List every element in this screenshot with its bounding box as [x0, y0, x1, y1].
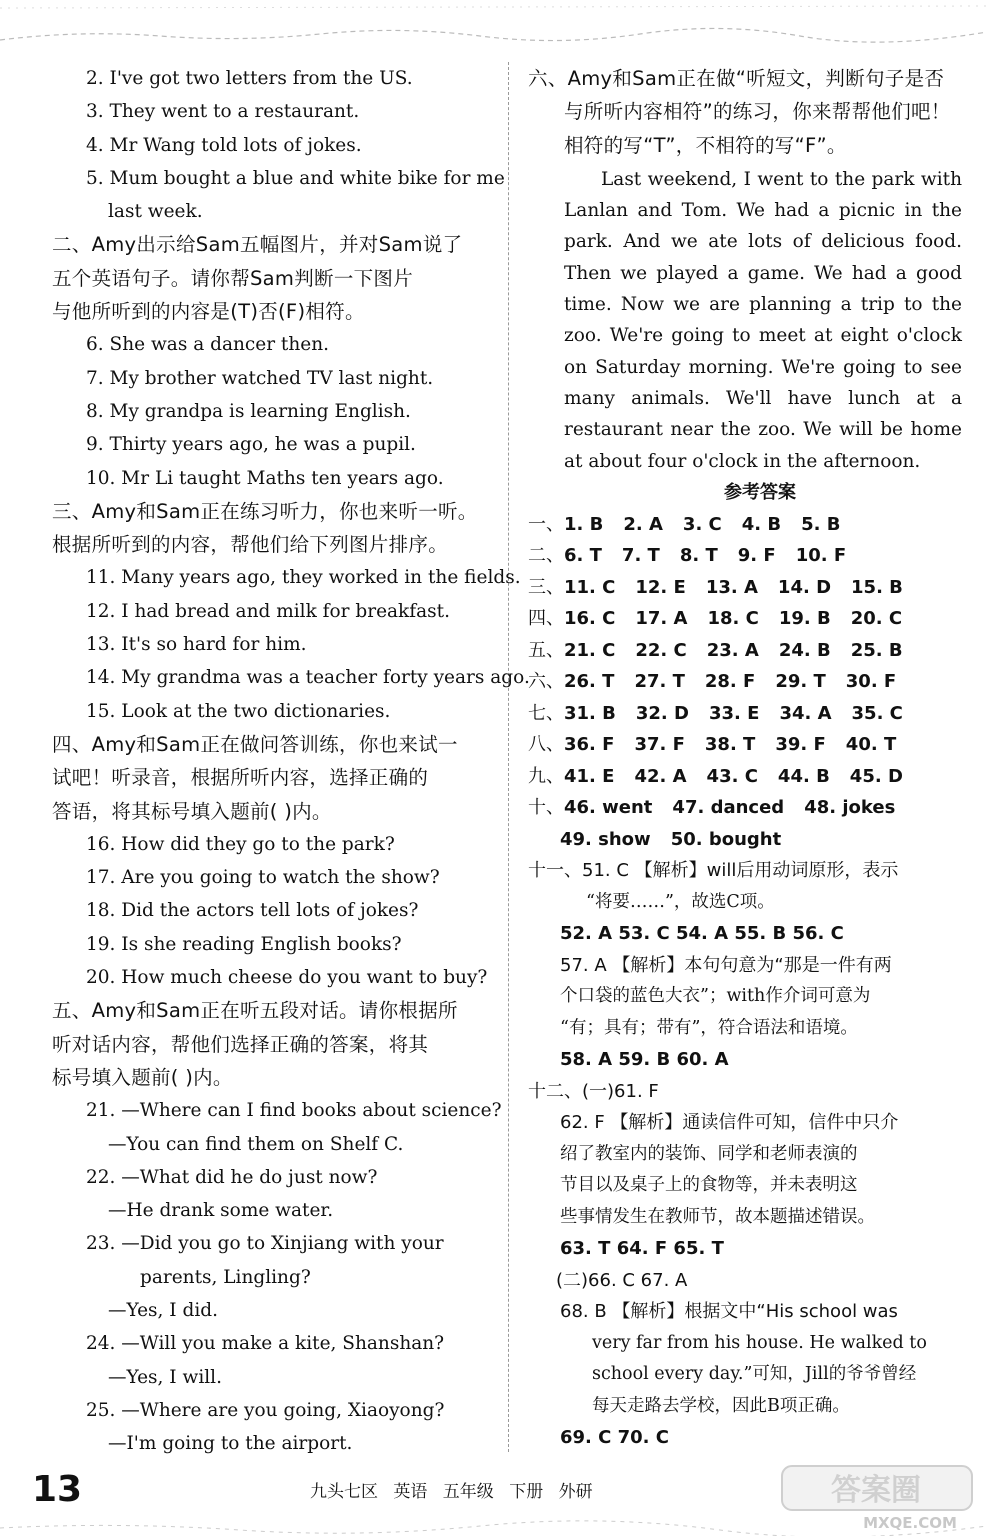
q11-line3: 52. A 53. C 54. A 55. B 56. C [560, 923, 844, 945]
q12-line11: 每天走路去学校，因此B项正确。 [592, 1395, 850, 1416]
answer-row [528, 698, 962, 730]
section-heading-line: 标号填入题前( )内。 [52, 1065, 233, 1089]
answer-item: 28. F [704, 671, 756, 693]
question-line: 19. Is she reading English books? [86, 933, 402, 955]
question-line: 2. I've got two letters from the US. [86, 68, 413, 89]
section-6-heading-line1: 六、Amy和Sam正在做“听短文，判断句子是否 [528, 67, 945, 90]
right-column [528, 62, 962, 1454]
q12-line8: 68. B 【解析】根据文中“His school was [560, 1301, 898, 1323]
answer-row-prefix: 三、 [528, 576, 564, 598]
answer-item: 40. T [845, 734, 897, 756]
answer-item: 19. B [778, 608, 831, 630]
answer-item: 49. show [560, 828, 651, 850]
answer-item: 50. bought [670, 828, 782, 850]
answer-row-prefix: 八、 [528, 734, 564, 756]
watermark-text: 答案圈 [831, 1473, 921, 1508]
answer-item: 6. T [564, 545, 602, 567]
q11-line6: “有；具有；带有”，符合语法和语境。 [560, 1017, 858, 1038]
question-line: 15. Look at the two dictionaries. [86, 700, 391, 722]
q12-line9: very far from his house. He walked to [592, 1332, 927, 1353]
answer-item: 20. C [850, 608, 903, 630]
bottom-decorative-border [0, 1480, 987, 1536]
answer-item: 10. F [795, 545, 847, 567]
answer-item: 9. F [737, 545, 776, 567]
answer-item: 21. C [564, 639, 616, 661]
top-decorative-border [0, 0, 987, 46]
section-6-heading-line2: 与所听内容相符”的练习，你来帮帮他们吧！ [564, 100, 951, 124]
answer-item: 35. C [851, 702, 903, 724]
answer-row-prefix: 一、 [528, 513, 564, 535]
question-continuation: —Yes, I did. [108, 1299, 218, 1321]
question-continuation: —Yes, I will. [108, 1366, 222, 1388]
question-line: 5. Mum bought a blue and white bike for me [86, 167, 505, 189]
question-continuation: last week. [108, 201, 203, 223]
q12-line3: 绍了教室内的装饰、同学和老师表演的 [560, 1143, 858, 1164]
answer-row-prefix: 二、 [528, 545, 564, 567]
answer-item: 34. A [779, 702, 832, 724]
q12-line10: school every day.”可知，Jill的爷爷曾经 [592, 1364, 917, 1385]
answer-item: 23. A [706, 639, 759, 661]
q11-line2: “将要……”，故选C项。 [586, 891, 775, 912]
answer-item: 12. E [635, 576, 686, 598]
question-line: 6. She was a dancer then. [86, 334, 330, 356]
answer-row [528, 666, 962, 698]
answer-key [528, 509, 962, 856]
q11-line7: 58. A 59. B 60. A [560, 1049, 729, 1071]
answer-row-prefix: 四、 [528, 608, 564, 630]
question-line: 21. —Where can I find books about science? [86, 1100, 502, 1122]
answer-row [528, 729, 962, 761]
answer-row [528, 824, 962, 856]
answer-row [528, 635, 962, 667]
q12-line12: 69. C 70. C [560, 1427, 669, 1449]
left-column [52, 62, 530, 1460]
question-line: 16. How did they go to the park? [86, 833, 395, 855]
answer-row-prefix: 十、 [528, 797, 564, 819]
answer-item: 31. B [564, 702, 616, 724]
question-line: 11. Many years ago, they worked in the fields. [86, 567, 521, 589]
question-line: 24. —Will you make a kite, Shanshan? [86, 1333, 445, 1355]
question-line: 20. How much cheese do you want to buy? [86, 967, 488, 989]
answer-item: 14. D [777, 576, 832, 598]
answer-item: 3. C [682, 513, 722, 535]
answer-item: 8. T [679, 545, 718, 567]
answer-item: 47. danced [672, 797, 785, 819]
column-divider [508, 62, 509, 1452]
question-line: 10. Mr Li taught Maths ten years ago. [86, 467, 444, 489]
answer-row [528, 603, 962, 635]
q11-line5: 个口袋的蓝色大衣”；with作介词可意为 [560, 986, 871, 1007]
answer-row-prefix: 五、 [528, 639, 564, 661]
answer-item: 39. F [775, 734, 826, 756]
answer-row [528, 572, 962, 604]
answer-item: 41. E [564, 765, 615, 787]
answer-row [528, 792, 962, 824]
question-line: 9. Thirty years ago, he was a pupil. [86, 434, 416, 456]
section-6-heading-line3: 相符的写“T”，不相符的写“F”。 [564, 133, 847, 157]
answers-title: 参考答案 [724, 481, 796, 503]
question-continuation: —He drank some water. [108, 1200, 334, 1222]
q12-line7: (二)66. C 67. A [556, 1269, 688, 1291]
answer-item: 44. B [777, 765, 830, 787]
question-line: 3. They went to a restaurant. [86, 101, 360, 123]
q12-line2: 62. F 【解析】通读信件可知，信件中只介 [560, 1112, 899, 1134]
answer-item: 45. D [849, 765, 903, 787]
section-heading-line: 三、Amy和Sam正在练习听力，你也来听一听。 [52, 499, 478, 523]
answer-item: 27. T [634, 671, 685, 693]
listening-passage: Last weekend, I went to the park with Lanlan and Tom. We had a picnic in the park. And we ate lots of delicious food. Then we played a game. We had a good time. Now we are planning a trip to the zoo. We're going to meet at eight o'clock on Saturday morning. We're going to see many animals. We'll have lunch at a restaurant near the zoo. We will be home at about four o'clock in the afternoon. [564, 168, 962, 472]
question-continuation: parents, Lingling? [140, 1266, 311, 1288]
section-heading-line: 二、Amy出示给Sam五幅图片，并对Sam说了 [52, 233, 463, 257]
answer-item: 26. T [564, 671, 615, 693]
watermark-site: MXQE.COM [863, 1514, 957, 1532]
answer-item: 11. C [564, 576, 616, 598]
question-line: 18. Did the actors tell lots of jokes? [86, 900, 419, 922]
q11-line4: 57. A 【解析】本句句意为“那是一件有两 [560, 954, 892, 976]
question-line: 22. —What did he do just now? [86, 1166, 378, 1188]
question-line: 4. Mr Wang told lots of jokes. [86, 134, 362, 156]
question-line: 25. —Where are you going, Xiaoyong? [86, 1399, 445, 1421]
answer-item: 42. A [634, 765, 687, 787]
answer-item: 36. F [564, 734, 615, 756]
question-line: 13. It's so hard for him. [86, 634, 307, 656]
answer-row-prefix: 六、 [528, 671, 564, 693]
section-heading-line: 听对话内容，帮他们选择正确的答案，将其 [52, 1032, 429, 1056]
answer-item: 2. A [623, 513, 663, 535]
answer-item: 37. F [634, 734, 685, 756]
answer-item: 15. B [851, 576, 903, 598]
section-heading-line: 五个英语句子。请你帮Sam判断一下图片 [52, 266, 414, 290]
answer-item: 4. B [741, 513, 782, 535]
answer-row [528, 761, 962, 793]
section-heading-line: 与他所听到的内容是(T)否(F)相符。 [52, 300, 365, 324]
section-heading-line: 答语，将其标号填入题前( )内。 [52, 799, 332, 823]
section-heading-line: 五、Amy和Sam正在听五段对话。请你根据所 [52, 999, 458, 1023]
question-continuation: —I'm going to the airport. [108, 1433, 353, 1455]
answer-item: 13. A [705, 576, 758, 598]
answer-item: 1. B [564, 513, 604, 535]
answer-item: 24. B [778, 639, 831, 661]
answer-item: 22. C [635, 639, 687, 661]
answer-item: 38. T [704, 734, 756, 756]
section-heading-line: 试吧！听录音，根据所听内容，选择正确的 [52, 766, 429, 790]
q12-line5: 些事情发生在教师节，故本题描述错误。 [560, 1206, 875, 1227]
answer-row [528, 509, 962, 541]
answer-row-prefix: 九、 [528, 765, 564, 787]
answer-item: 48. jokes [804, 797, 896, 819]
question-line: 17. Are you going to watch the show? [86, 867, 440, 889]
answer-item: 7. T [621, 545, 660, 567]
answer-item: 30. F [845, 671, 897, 693]
answer-item: 33. E [708, 702, 760, 724]
footer-text: 九头七区 英语 五年级 下册 外研 [310, 1482, 593, 1502]
answer-item: 43. C [706, 765, 758, 787]
section-heading-line: 根据所听到的内容，帮他们给下列图片排序。 [52, 533, 449, 557]
answer-item: 25. B [850, 639, 903, 661]
q12-line1: 十二、(一)61. F [528, 1080, 659, 1102]
answer-item: 32. D [635, 702, 689, 724]
answer-item: 5. B [801, 513, 841, 535]
question-line: 12. I had bread and milk for breakfast. [86, 600, 450, 622]
question-line: 7. My brother watched TV last night. [86, 367, 434, 389]
page-number: 13 [32, 1469, 83, 1510]
question-continuation: —You can find them on Shelf C. [108, 1133, 404, 1155]
question-line: 8. My grandpa is learning English. [86, 400, 411, 422]
question-line: 14. My grandma was a teacher forty years ago. [86, 667, 530, 689]
answer-item: 17. A [635, 608, 688, 630]
section-heading-line: 四、Amy和Sam正在做问答训练，你也来试一 [52, 732, 458, 756]
answer-item: 46. went [564, 797, 653, 819]
question-line: 23. —Did you go to Xinjiang with your [86, 1233, 444, 1255]
q11-line1: 十一、51. C 【解析】will后用动词原形，表示 [528, 860, 899, 882]
q12-line4: 节目以及桌子上的食物等，并未表明这 [560, 1175, 858, 1196]
answer-item: 18. C [707, 608, 759, 630]
answer-item: 29. T [775, 671, 826, 693]
answer-item: 16. C [564, 608, 616, 630]
answer-row [528, 540, 962, 572]
q12-line6: 63. T 64. F 65. T [560, 1238, 724, 1260]
answer-row-prefix: 七、 [528, 702, 564, 724]
